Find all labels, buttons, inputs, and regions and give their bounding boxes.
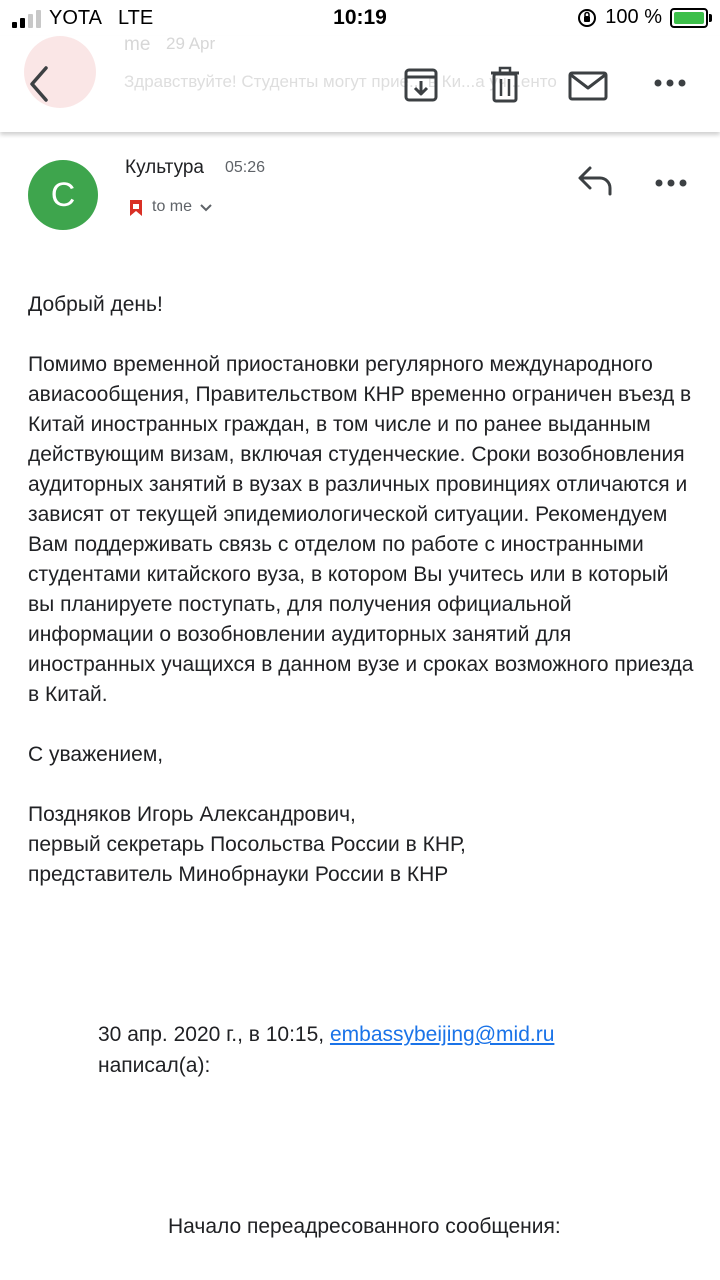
battery-icon xyxy=(670,8,708,28)
sender-email-link[interactable]: embassybeijing@mid.ru xyxy=(329,1023,555,1046)
orientation-lock-icon xyxy=(577,8,597,28)
recipient-label: to me xyxy=(152,198,193,215)
archive-button[interactable] xyxy=(400,64,442,106)
clock: 10:19 xyxy=(333,6,387,29)
signature-name: Поздняков Игорь Александрович, xyxy=(28,803,356,826)
status-bar xyxy=(0,0,720,36)
signature-title: первый секретарь Посольства России в КНР, xyxy=(28,833,466,856)
battery-percent: 100 % xyxy=(605,6,662,28)
carrier-name: YOTA xyxy=(49,7,102,29)
quote-suffix: написал(а): xyxy=(98,1054,211,1077)
quote-prefix: 30 апр. 2020 г., в 10:15, xyxy=(98,1023,325,1046)
archive-icon xyxy=(400,64,442,106)
closing: С уважением, xyxy=(28,743,164,766)
quote-intro xyxy=(98,1019,698,1081)
network-type: LTE xyxy=(117,7,154,29)
more-horizontal-icon xyxy=(654,174,688,192)
greeting: Добрый день! xyxy=(28,293,163,316)
sender-name: Культура xyxy=(125,157,204,178)
message-body xyxy=(28,290,698,890)
previous-message-sender: me xyxy=(124,36,151,55)
previous-message-snippet: Здравствуйте! Студенты могут прие... в Ки...а уч...енто xyxy=(124,72,557,91)
recipient-details-toggle[interactable] xyxy=(126,196,214,218)
signature-role: представитель Минобрнауки России в КНР xyxy=(28,863,449,886)
previous-message-date: 29 Apr xyxy=(166,36,216,53)
sender-avatar[interactable]: C xyxy=(28,160,98,230)
back-button[interactable] xyxy=(22,62,62,106)
chevron-left-icon xyxy=(22,62,62,106)
reply-button[interactable] xyxy=(576,164,616,198)
body-paragraph: Помимо временной приостановки регулярного международного авиасообщения, Правительством КНР временно ограничен въезд в Китай иностранных граждан, в том числе и по ранее выданным действующим визам, включая студенческие. Сроки возобновления аудиторных занятий в вузах в различных провинциях отличаются и зависят от текущей эпидемиологической ситуации. Рекомендуем Вам поддерживать связь с отделом по работе с иностранными студентами китайского вуза, в котором Вы учитесь или в который вы планируете поступать, для получения официальной информации о возобновлении аудиторных занятий для иностранных учащихся в данном вузе и сроках возможного приезда в Китай. xyxy=(28,353,694,706)
mail-icon xyxy=(566,66,610,106)
message-time: 05:26 xyxy=(225,159,266,176)
delete-button[interactable] xyxy=(484,64,526,106)
app-bar xyxy=(0,36,720,132)
reply-icon xyxy=(576,164,616,198)
trash-icon xyxy=(484,64,526,106)
more-options-button[interactable] xyxy=(652,72,688,94)
chevron-down-icon xyxy=(198,201,214,213)
message-more-button[interactable] xyxy=(654,174,688,192)
more-horizontal-icon xyxy=(652,72,688,94)
forward-header: Начало переадресованного сообщения: xyxy=(168,1215,561,1238)
mark-unread-button[interactable] xyxy=(566,66,610,106)
important-label-icon xyxy=(126,196,146,218)
